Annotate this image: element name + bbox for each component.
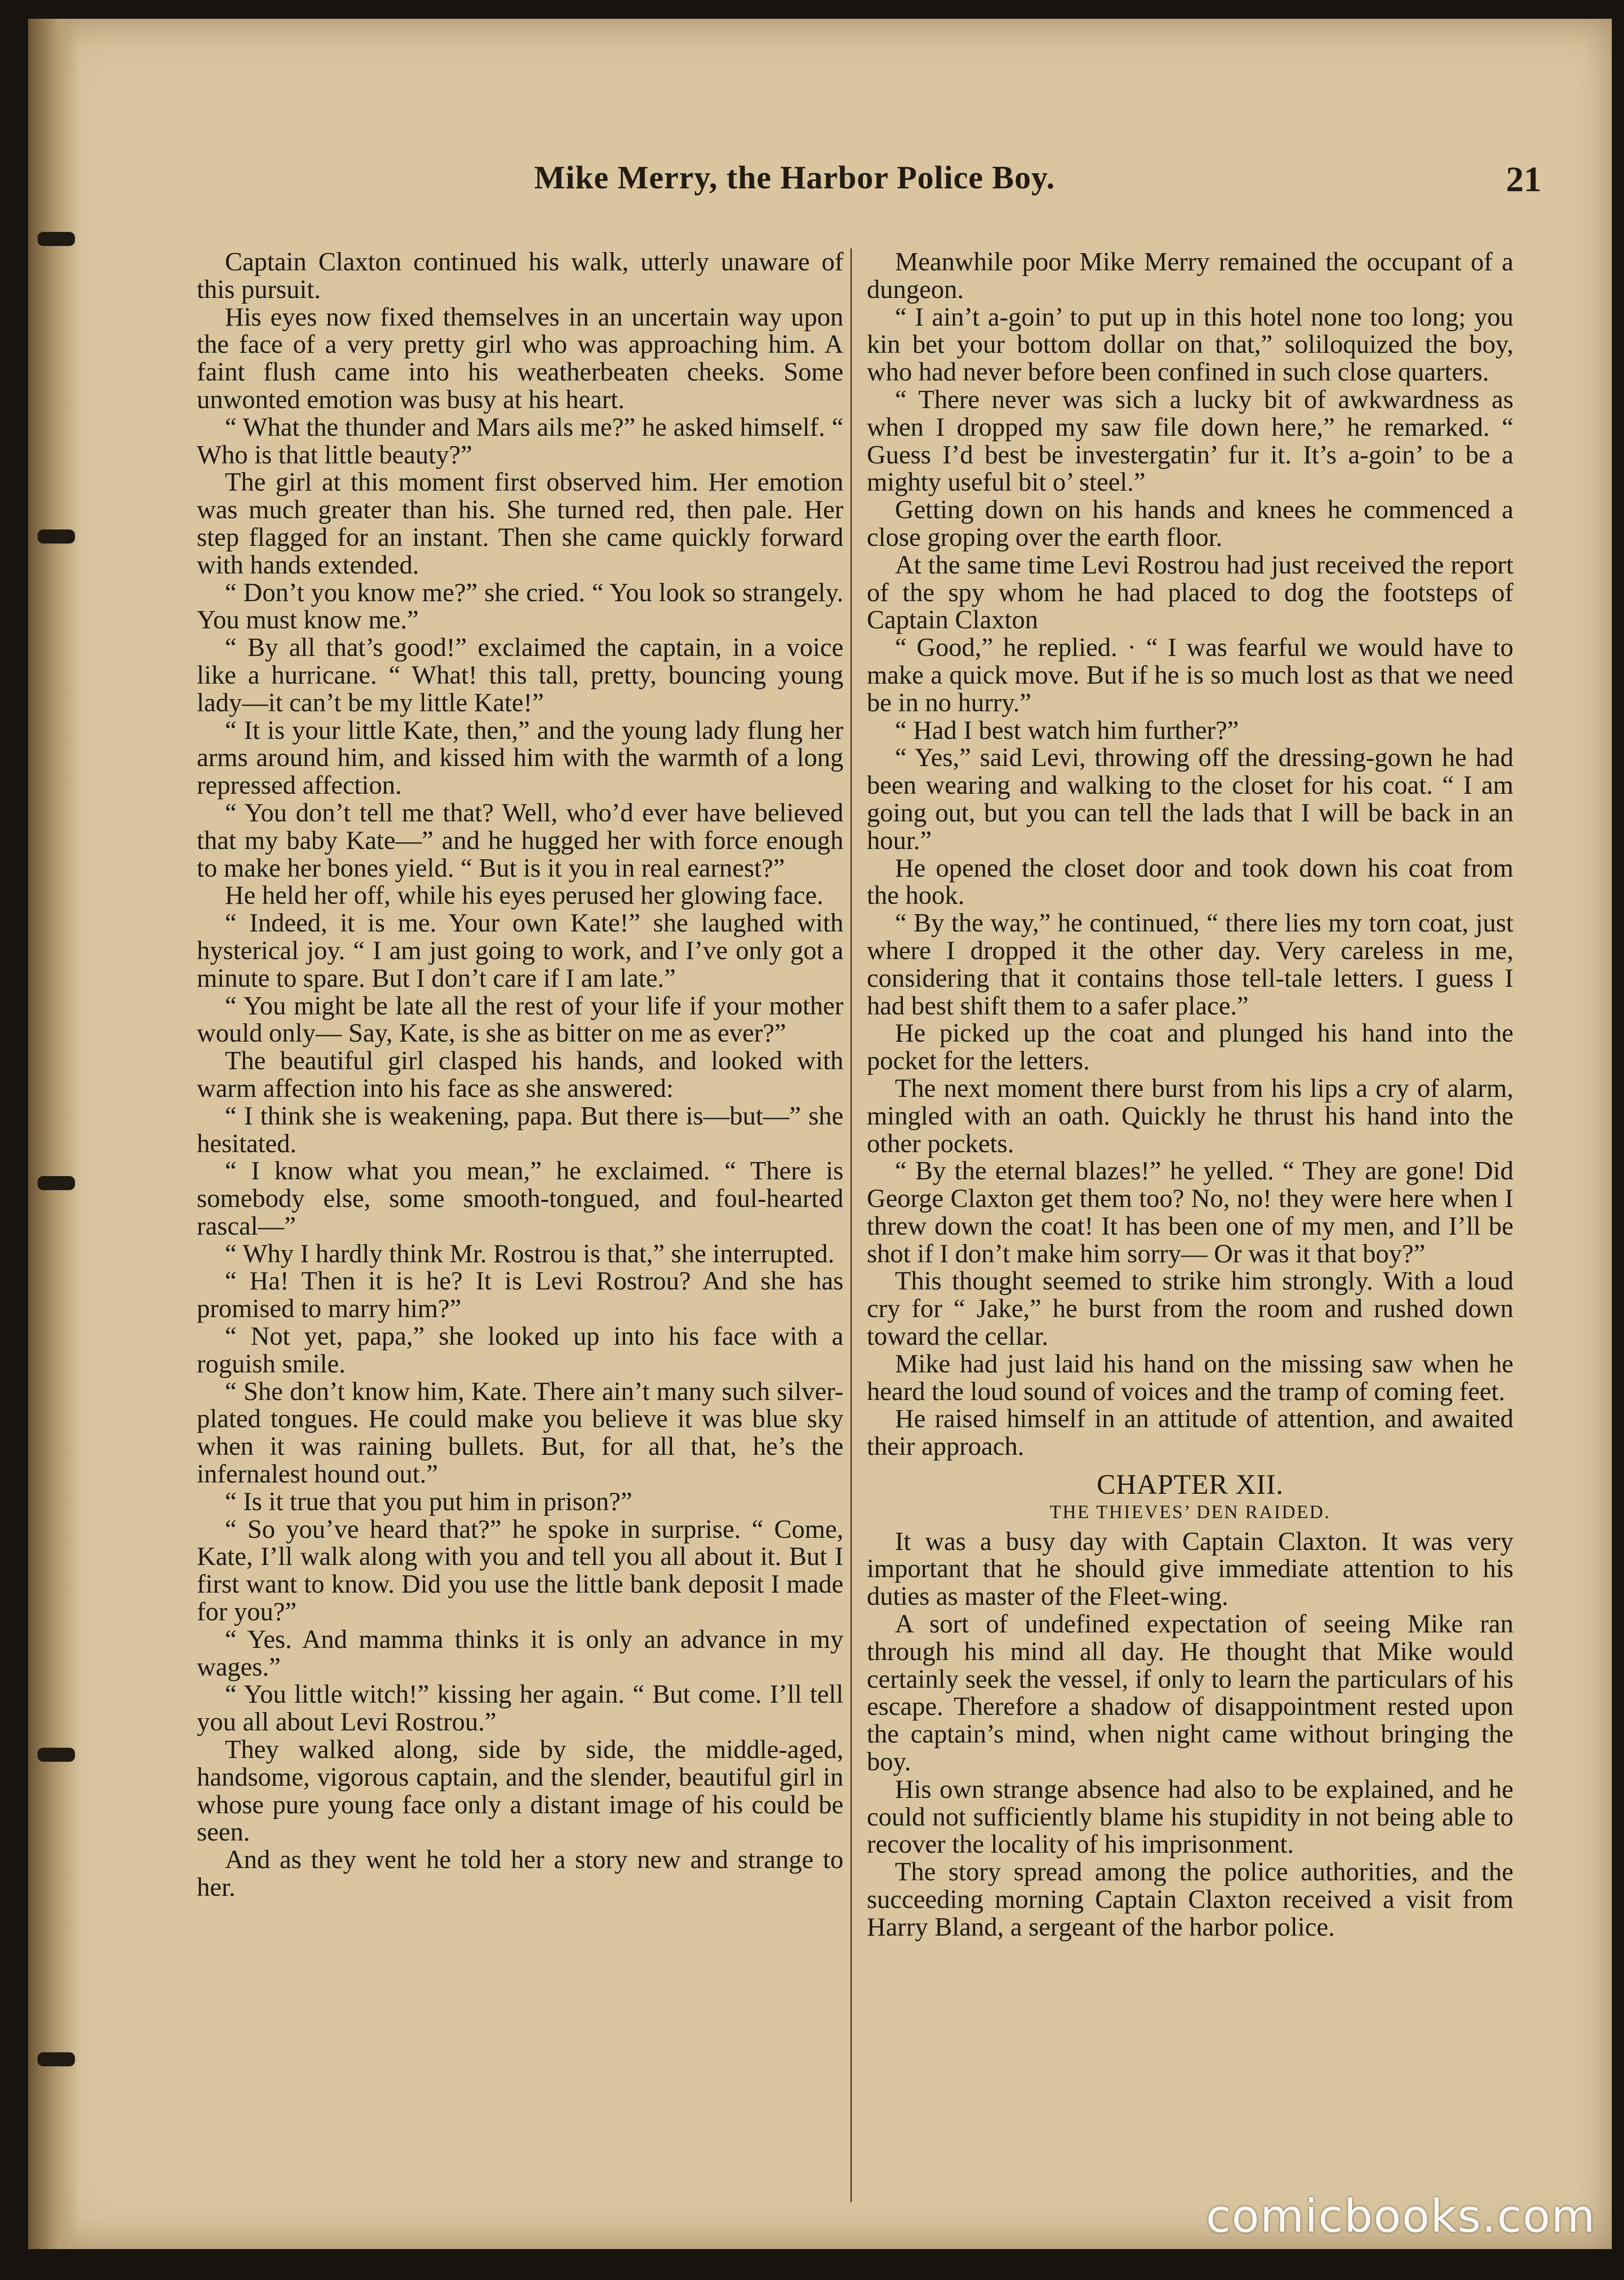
paragraph: “ Indeed, it is me. Your own Kate!” she laughed with hysterical joy. “ I am just going to work, and I’ve only got a minute to spare. But I don’t care if I am late.” bbox=[197, 909, 843, 993]
paragraph: This thought seemed to strike him strongly. With a loud cry for “ Jake,” he burst from the room and rushed down toward the cellar. bbox=[867, 1267, 1513, 1351]
paragraph: “ Had I best watch him further?” bbox=[895, 715, 1239, 745]
paragraph: His own strange absence had also to be explained, and he could not sufficiently blame his stupidity in not being able to recover the locality of his imprisonment. bbox=[867, 1774, 1513, 1859]
paragraph: “ So you’ve heard that?” he spoke in surprise. “ Come, Kate, I’ll walk along with you and tell you all about it. But I first want to know. Did you use the little bank deposit I made for you?” bbox=[197, 1514, 843, 1627]
paragraph: “ You might be late all the rest of your life if your mother would only— Say, Kate, is she as bitter on me as ever?” bbox=[197, 991, 843, 1048]
book-page bbox=[28, 19, 1612, 2249]
left-column bbox=[197, 248, 843, 2216]
paragraph: His eyes now fixed themselves in an uncertain way upon the face of a very pretty girl who was approaching him. A faint flush came into his weatherbeaten cheeks. Some unwonted emotion was busy at his heart. bbox=[197, 302, 843, 414]
page-header bbox=[230, 159, 1542, 216]
paragraph: The girl at this moment first observed him. Her emotion was much greater than his. She turned red, then pale. Her step flagged for an instant. Then she came quickly forward with hands extended. bbox=[197, 468, 843, 580]
paragraph: “ Why I hardly think Mr. Rostrou is that,” she interrupted. bbox=[225, 1239, 834, 1268]
binding-stitch bbox=[37, 1748, 75, 1762]
page-number: 21 bbox=[1506, 160, 1542, 199]
paragraph: Captain Claxton continued his walk, utterly unaware of this pursuit. bbox=[197, 248, 843, 304]
paragraph: “ What the thunder and Mars ails me?” he asked himself. “ Who is that little beauty?” bbox=[197, 412, 843, 469]
paragraph: Meanwhile poor Mike Merry remained the occupant of a dungeon. bbox=[867, 248, 1513, 304]
paragraph: He raised himself in an attitude of attention, and awaited their approach. bbox=[867, 1404, 1513, 1461]
paragraph: He opened the closet door and took down his coat from the hook. bbox=[867, 853, 1513, 910]
paragraph: “ I think she is weakening, papa. But there is—but—” she hesitated. bbox=[197, 1101, 843, 1158]
paragraph: “ Ha! Then it is he? It is Levi Rostrou? And she has promised to marry him?” bbox=[197, 1267, 843, 1324]
paragraph: “ You don’t tell me that? Well, who’d ever have believed that my baby Kate—” and he hugged her with force enough to make her bones yield. “ But is it you in real earnest?” bbox=[197, 798, 843, 883]
running-title: Mike Merry, the Harbor Police Boy. bbox=[534, 160, 1055, 196]
paragraph: A sort of undefined expectation of seeing Mike ran through his mind all day. He thought that Mike would certainly seek the vessel, if only to learn the particulars of his escape. Therefore a shadow of disappointment rested upon the captain’s mind, when night came without bringing the boy. bbox=[867, 1609, 1513, 1777]
paragraph: “ Don’t you know me?” she cried. “ You look so strangely. You must know me.” bbox=[197, 578, 843, 635]
paragraph: “ Is it true that you put him in prison?” bbox=[225, 1487, 633, 1516]
binding-stitch bbox=[37, 529, 75, 544]
paragraph: “ I know what you mean,” he exclaimed. “ There is somebody else, some smooth-tongued, and foul-hearted rascal—” bbox=[197, 1156, 843, 1241]
right-column bbox=[867, 248, 1513, 2216]
chapter-heading: CHAPTER XII. bbox=[1096, 1469, 1284, 1500]
binding-stitch bbox=[37, 1176, 75, 1190]
paragraph: “ By the eternal blazes!” he yelled. “ They are gone! Did George Claxton get them too? No, no! they were here when I threw down the coat! It has been one of my men, and I’ll be shot if I don’t make him sorry— Or was it that boy?” bbox=[867, 1156, 1513, 1268]
binding-stitch bbox=[37, 2052, 75, 2066]
paragraph: It was a busy day with Captain Claxton. It was very important that he should give immediate attention to his duties as master of the Fleet-wing. bbox=[867, 1527, 1513, 1611]
paragraph: “ There never was sich a lucky bit of awkwardness as when I dropped my saw file down here,” he remarked. “ Guess I’d best be investergatin’ fur it. It’s a-goin’ to be a mighty useful bit o’ steel.” bbox=[867, 385, 1513, 497]
column-rule bbox=[850, 248, 852, 2202]
paragraph: The next moment there burst from his lips a cry of alarm, mingled with an oath. Quickly he thrust his hand into the other pockets. bbox=[867, 1073, 1513, 1158]
paragraph: “ It is your little Kate, then,” and the young lady flung her arms around him, and kissed him with the warmth of a long repressed affection. bbox=[197, 715, 843, 800]
paragraph: He picked up the coat and plunged his hand into the pocket for the letters. bbox=[867, 1019, 1513, 1076]
page-spine bbox=[28, 19, 80, 2249]
paragraph: “ Yes. And mamma thinks it is only an advance in my wages.” bbox=[197, 1624, 843, 1682]
paragraph: The story spread among the police authorities, and the succeeding morning Captain Claxton received a visit from Harry Bland, a sergeant of the harbor police. bbox=[867, 1857, 1513, 1942]
chapter-subtitle: THE THIEVES’ DEN RAIDED. bbox=[1050, 1501, 1331, 1522]
binding-stitch bbox=[37, 232, 75, 246]
site-watermark: comicbooks.com bbox=[1206, 2190, 1596, 2243]
paragraph: They walked along, side by side, the middle-aged, handsome, vigorous captain, and the slender, beautiful girl in whose pure young face only a distant image of his could be seen. bbox=[197, 1735, 843, 1847]
paragraph: “ Not yet, papa,” she looked up into his face with a roguish smile. bbox=[197, 1322, 843, 1378]
paragraph: At the same time Levi Rostrou had just received the report of the spy whom he had placed to dog the footsteps of Captain Claxton bbox=[867, 550, 1513, 635]
paragraph: “ Yes,” said Levi, throwing off the dressing-gown he had been wearing and walking to the closet for his coat. “ I am going out, but you can tell the lads that I will be back in an hour.” bbox=[867, 743, 1513, 855]
paragraph: “ She don’t know him, Kate. There ain’t many such silver-plated tongues. He could make you believe it was blue sky when it was raining bullets. But, for all that, he’s the infernalest hound out.” bbox=[197, 1377, 843, 1489]
paragraph: The beautiful girl clasped his hands, and looked with warm affection into his face as she answered: bbox=[197, 1046, 843, 1103]
paragraph: He held her off, while his eyes perused her glowing face. bbox=[225, 881, 824, 910]
paragraph: Mike had just laid his hand on the missing saw when he heard the loud sound of voices and the tramp of coming feet. bbox=[867, 1349, 1513, 1406]
paragraph: “ Good,” he replied. · “ I was fearful we would have to make a quick move. But if he is so much lost as that we need be in no hurry.” bbox=[867, 633, 1513, 717]
paragraph: “ By the way,” he continued, “ there lies my torn coat, just where I dropped it the other day. Very careless in me, considering that it contains those tell-tale letters. I guess I had best shift them to a safer place.” bbox=[867, 909, 1513, 1021]
paragraph: And as they went he told her a story new and strange to her. bbox=[197, 1845, 843, 1902]
paragraph: “ You little witch!” kissing her again. “ But come. I’ll tell you all about Levi Rostrou.” bbox=[197, 1680, 843, 1737]
paragraph: “ I ain’t a-goin’ to put up in this hotel none too long; you kin bet your bottom dollar on that,” soliloquized the boy, who had never before been confined in such close quarters. bbox=[867, 302, 1513, 387]
paragraph: Getting down on his hands and knees he commenced a close groping over the earth floor. bbox=[867, 495, 1513, 552]
paragraph: “ By all that’s good!” exclaimed the captain, in a voice like a hurricane. “ What! this tall, pretty, bouncing young lady—it can’t be my little Kate!” bbox=[197, 633, 843, 717]
